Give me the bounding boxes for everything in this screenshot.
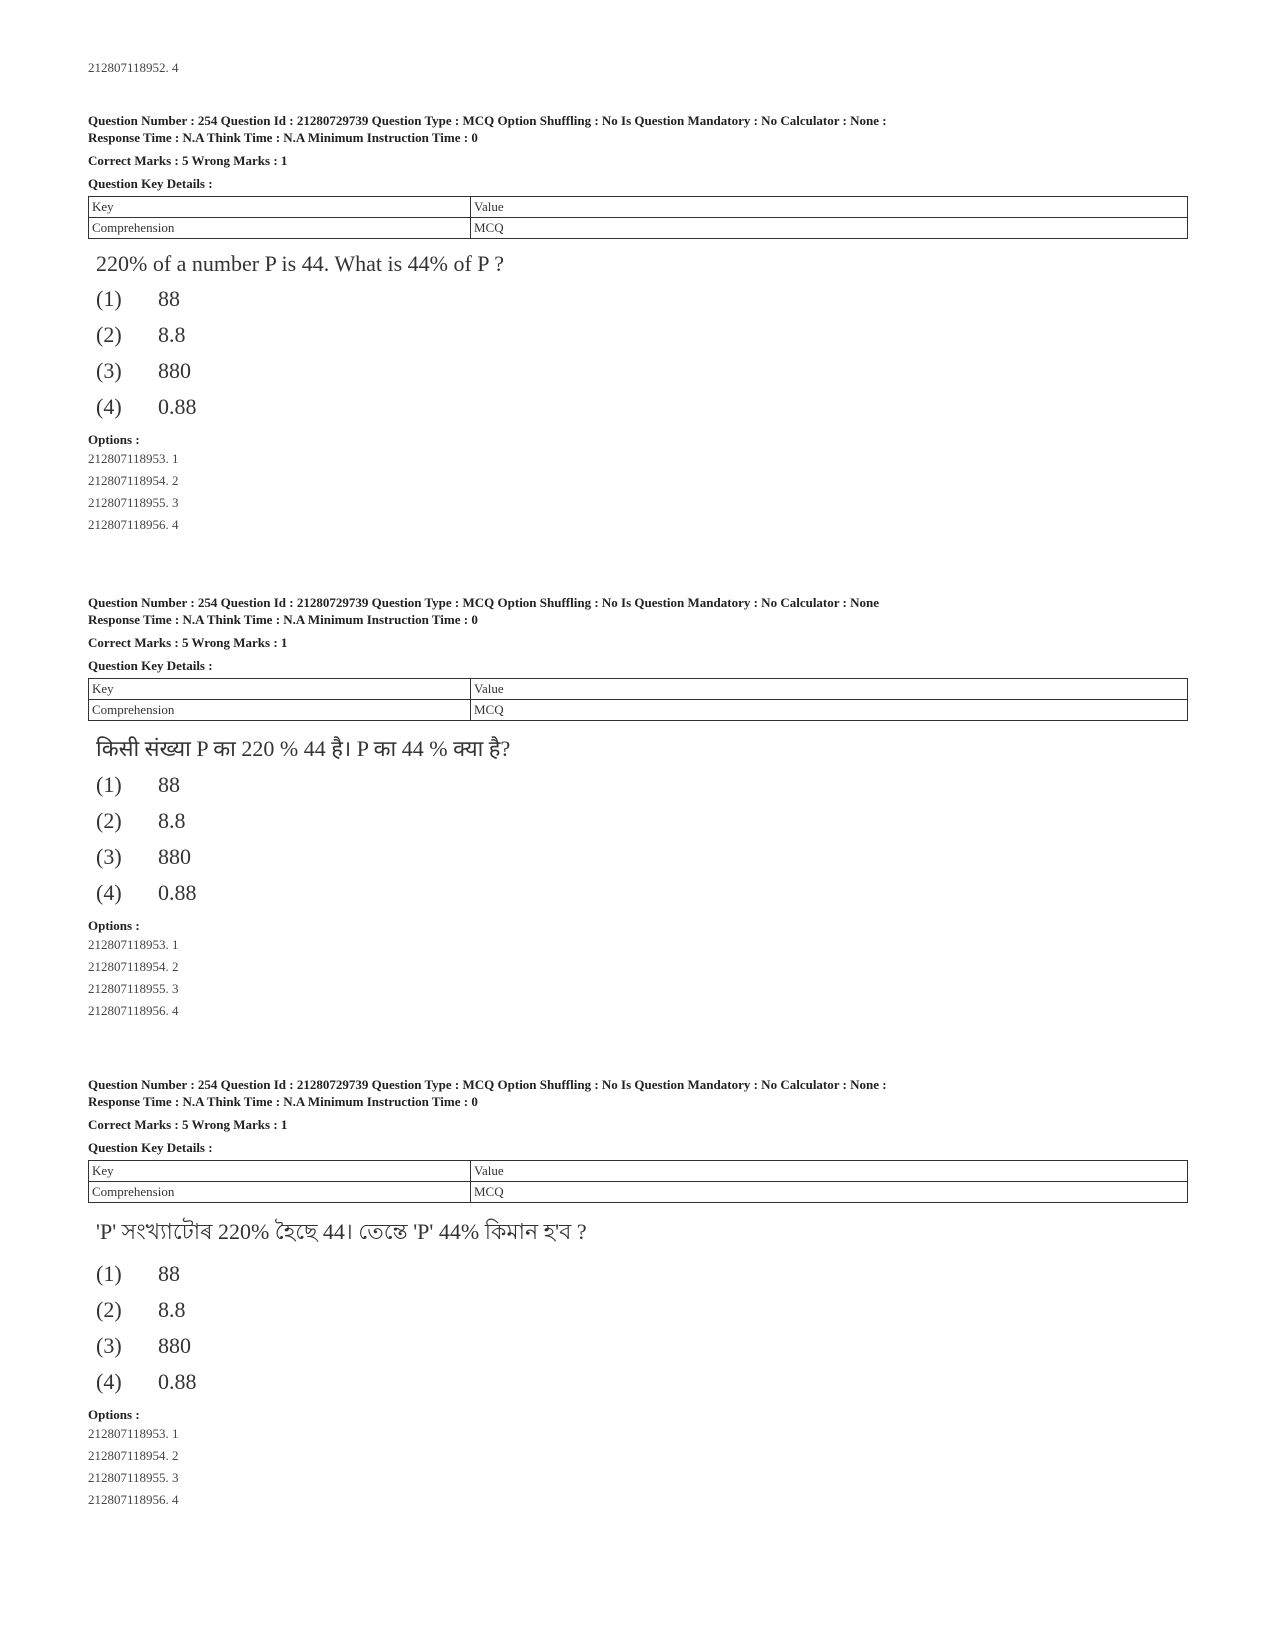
option-value: 88 — [158, 1261, 180, 1286]
option-value: 0.88 — [158, 880, 197, 905]
question-meta — [88, 1076, 1188, 1110]
answer-option — [96, 875, 1188, 911]
answer-options — [88, 281, 1188, 425]
answer-option — [96, 1328, 1188, 1364]
option-id: 212807118954. 2 — [88, 959, 179, 974]
answer-option — [96, 317, 1188, 353]
answer-option — [96, 281, 1188, 317]
answer-option — [96, 767, 1188, 803]
options-label: Options : — [88, 918, 140, 933]
table-cell: MCQ — [471, 700, 1188, 721]
option-value: 880 — [158, 844, 191, 869]
option-id-list — [88, 1423, 1188, 1511]
question-meta-line1: Question Number : 254 Question Id : 21280729739 Question Type : MCQ Option Shuffling : No Is Question Mandatory : No Calculator : None — [88, 595, 880, 610]
option-value: 880 — [158, 358, 191, 383]
option-value: 8.8 — [158, 322, 186, 347]
question-text: किसी संख्या P का 220 % 44 है। P का 44 % क्या है? — [96, 736, 511, 761]
option-number: (4) — [96, 1369, 122, 1394]
option-number: (1) — [96, 1261, 122, 1286]
option-number: (2) — [96, 322, 122, 347]
option-value: 0.88 — [158, 1369, 197, 1394]
key-details-label: Question Key Details : — [88, 176, 213, 191]
table-cell: Value — [471, 197, 1188, 218]
marks-line: Correct Marks : 5 Wrong Marks : 1 — [88, 1117, 288, 1132]
table-cell: Value — [471, 679, 1188, 700]
answer-option — [96, 389, 1188, 425]
option-value: 8.8 — [158, 808, 186, 833]
table-cell: Comprehension — [89, 218, 471, 239]
key-details-table — [88, 196, 1188, 239]
option-id: 212807118956. 4 — [88, 517, 179, 532]
answer-option — [96, 1256, 1188, 1292]
table-header-row — [89, 679, 1188, 700]
table-cell: Key — [89, 1161, 471, 1182]
question-meta-line1: Question Number : 254 Question Id : 21280729739 Question Type : MCQ Option Shuffling : No Is Question Mandatory : No Calculator : None : — [88, 113, 887, 128]
option-value: 0.88 — [158, 394, 197, 419]
options-label: Options : — [88, 1407, 140, 1422]
option-id-list — [88, 448, 1188, 536]
option-value: 880 — [158, 1333, 191, 1358]
option-id: 212807118955. 3 — [88, 1470, 179, 1485]
table-cell: Comprehension — [89, 1182, 471, 1203]
question-text: 220% of a number P is 44. What is 44% of P ? — [96, 251, 504, 276]
option-value: 88 — [158, 772, 180, 797]
option-id: 212807118956. 4 — [88, 1492, 179, 1507]
option-value: 8.8 — [158, 1297, 186, 1322]
option-number: (3) — [96, 1333, 122, 1358]
table-row — [89, 700, 1188, 721]
option-number: (2) — [96, 808, 122, 833]
question-meta-line2: Response Time : N.A Think Time : N.A Minimum Instruction Time : 0 — [88, 1094, 478, 1109]
question-block-english — [88, 112, 1188, 536]
option-id: 212807118954. 2 — [88, 1448, 179, 1463]
question-meta — [88, 594, 1188, 628]
table-cell: MCQ — [471, 218, 1188, 239]
key-details-label: Question Key Details : — [88, 1140, 213, 1155]
options-label: Options : — [88, 432, 140, 447]
option-id: 212807118955. 3 — [88, 495, 179, 510]
answer-options — [88, 767, 1188, 911]
table-cell: Key — [89, 679, 471, 700]
question-meta-line2: Response Time : N.A Think Time : N.A Minimum Instruction Time : 0 — [88, 130, 478, 145]
option-id: 212807118953. 1 — [88, 1426, 179, 1441]
table-row — [89, 1182, 1188, 1203]
question-block-hindi — [88, 594, 1188, 1022]
question-meta-line1: Question Number : 254 Question Id : 21280729739 Question Type : MCQ Option Shuffling : No Is Question Mandatory : No Calculator : None : — [88, 1077, 887, 1092]
table-cell: Comprehension — [89, 700, 471, 721]
answer-option — [96, 353, 1188, 389]
answer-options — [88, 1256, 1188, 1400]
answer-option — [96, 839, 1188, 875]
key-details-table — [88, 678, 1188, 721]
key-details-table — [88, 1160, 1188, 1203]
marks-line: Correct Marks : 5 Wrong Marks : 1 — [88, 153, 288, 168]
answer-option — [96, 803, 1188, 839]
table-header-row — [89, 197, 1188, 218]
option-number: (1) — [96, 772, 122, 797]
key-details-label: Question Key Details : — [88, 658, 213, 673]
option-id: 212807118953. 1 — [88, 937, 179, 952]
question-meta — [88, 112, 1188, 146]
table-row — [89, 218, 1188, 239]
answer-option — [96, 1292, 1188, 1328]
question-text: 'P' সংখ্যাটোৰ 220% হৈছে 44। তেন্তে 'P' 44% কিমান হ'ব ? — [96, 1219, 587, 1244]
option-number: (3) — [96, 844, 122, 869]
option-number: (4) — [96, 394, 122, 419]
option-number: (4) — [96, 880, 122, 905]
marks-line: Correct Marks : 5 Wrong Marks : 1 — [88, 635, 288, 650]
table-cell: Key — [89, 197, 471, 218]
option-number: (1) — [96, 286, 122, 311]
answer-option — [96, 1364, 1188, 1400]
question-block-assamese — [88, 1076, 1188, 1511]
question-meta-line2: Response Time : N.A Think Time : N.A Minimum Instruction Time : 0 — [88, 612, 478, 627]
table-cell: Value — [471, 1161, 1188, 1182]
option-id-list — [88, 934, 1188, 1022]
table-header-row — [89, 1161, 1188, 1182]
option-id: 212807118956. 4 — [88, 1003, 179, 1018]
option-value: 88 — [158, 286, 180, 311]
option-id: 212807118953. 1 — [88, 451, 179, 466]
option-number: (3) — [96, 358, 122, 383]
option-id: 212807118954. 2 — [88, 473, 179, 488]
top-option-id: 212807118952. 4 — [88, 60, 179, 75]
table-cell: MCQ — [471, 1182, 1188, 1203]
option-id: 212807118955. 3 — [88, 981, 179, 996]
option-number: (2) — [96, 1297, 122, 1322]
